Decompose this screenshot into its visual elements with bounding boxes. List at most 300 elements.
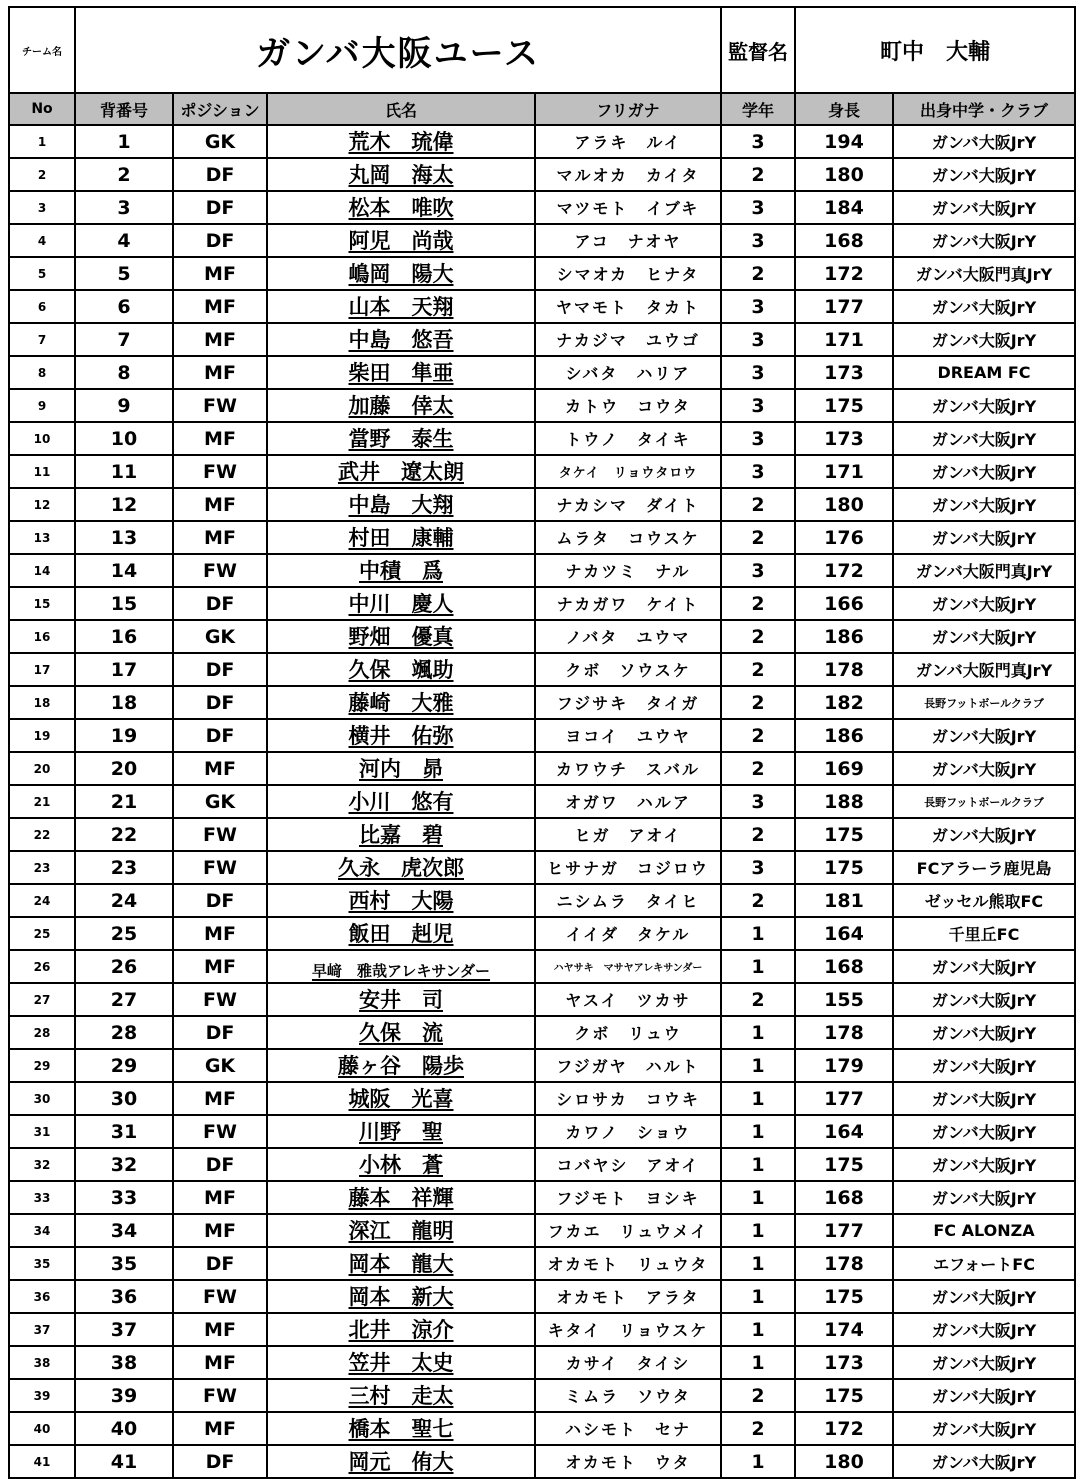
cell-number: 36 [75,1280,173,1313]
cell-no: 12 [9,488,75,521]
cell-kana: ナカガワ ケイト [535,587,721,620]
cell-number: 13 [75,521,173,554]
table-row [9,1379,1075,1412]
cell-kana: ムラタ コウスケ [535,521,721,554]
cell-height: 172 [795,554,893,587]
cell-grade: 1 [721,950,795,983]
cell-no: 25 [9,917,75,950]
table-row [9,1445,1075,1478]
cell-kana: カワウチ スバル [535,752,721,785]
cell-no: 24 [9,884,75,917]
cell-club: DREAM FC [893,356,1075,389]
cell-height: 180 [795,158,893,191]
cell-position: MF [173,752,267,785]
cell-club: ガンバ大阪JrY [893,818,1075,851]
col-header-number: 背番号 [75,93,173,125]
cell-club: ガンバ大阪JrY [893,125,1075,158]
cell-club: ガンバ大阪JrY [893,224,1075,257]
cell-position: MF [173,521,267,554]
cell-position: DF [173,224,267,257]
cell-grade: 1 [721,1115,795,1148]
cell-kana: シロサカ コウキ [535,1082,721,1115]
cell-name: 三村 走太 [267,1379,535,1412]
cell-position: GK [173,785,267,818]
cell-grade: 2 [721,587,795,620]
cell-height: 176 [795,521,893,554]
table-row [9,620,1075,653]
cell-no: 14 [9,554,75,587]
cell-name: 西村 大陽 [267,884,535,917]
table-row [9,587,1075,620]
cell-no: 3 [9,191,75,224]
cell-number: 14 [75,554,173,587]
table-row [9,488,1075,521]
cell-height: 186 [795,620,893,653]
table-row [9,521,1075,554]
cell-grade: 1 [721,1313,795,1346]
cell-position: DF [173,653,267,686]
cell-number: 20 [75,752,173,785]
cell-club: ガンバ大阪門真JrY [893,653,1075,686]
cell-number: 12 [75,488,173,521]
cell-name: 村田 康輔 [267,521,535,554]
cell-number: 16 [75,620,173,653]
cell-number: 9 [75,389,173,422]
cell-club: ガンバ大阪JrY [893,1148,1075,1181]
cell-number: 29 [75,1049,173,1082]
cell-kana: ヤスイ ツカサ [535,983,721,1016]
cell-club: ガンバ大阪JrY [893,290,1075,323]
cell-club: ガンバ大阪JrY [893,620,1075,653]
cell-club: 千里丘FC [893,917,1075,950]
table-row [9,1313,1075,1346]
table-row [9,950,1075,983]
cell-grade: 3 [721,191,795,224]
table-row [9,719,1075,752]
table-row [9,752,1075,785]
cell-club: ガンバ大阪JrY [893,983,1075,1016]
cell-position: DF [173,1445,267,1478]
cell-kana: ヤマモト タカト [535,290,721,323]
cell-position: MF [173,290,267,323]
cell-height: 175 [795,851,893,884]
cell-position: DF [173,1247,267,1280]
cell-grade: 3 [721,554,795,587]
table-row [9,323,1075,356]
cell-no: 30 [9,1082,75,1115]
cell-position: FW [173,1379,267,1412]
cell-grade: 3 [721,455,795,488]
cell-number: 40 [75,1412,173,1445]
table-row [9,884,1075,917]
cell-grade: 1 [721,1280,795,1313]
cell-position: GK [173,620,267,653]
cell-name: 横井 佑弥 [267,719,535,752]
cell-kana: ナカジマ ユウゴ [535,323,721,356]
cell-height: 168 [795,1181,893,1214]
cell-no: 31 [9,1115,75,1148]
cell-kana: マルオカ カイタ [535,158,721,191]
cell-height: 177 [795,290,893,323]
cell-number: 38 [75,1346,173,1379]
cell-name: 北井 涼介 [267,1313,535,1346]
cell-name: 柴田 隼亜 [267,356,535,389]
cell-number: 23 [75,851,173,884]
table-row [9,1346,1075,1379]
cell-position: MF [173,950,267,983]
cell-club: ガンバ大阪JrY [893,1181,1075,1214]
cell-no: 32 [9,1148,75,1181]
cell-club: ガンバ大阪JrY [893,422,1075,455]
cell-height: 171 [795,323,893,356]
cell-position: FW [173,1115,267,1148]
cell-height: 184 [795,191,893,224]
cell-kana: コバヤシ アオイ [535,1148,721,1181]
cell-club: 長野フットボールクラブ [893,785,1075,818]
cell-no: 21 [9,785,75,818]
table-row [9,1181,1075,1214]
cell-grade: 2 [721,1379,795,1412]
cell-club: ガンバ大阪JrY [893,1379,1075,1412]
table-row [9,686,1075,719]
cell-height: 178 [795,1016,893,1049]
cell-position: MF [173,917,267,950]
cell-no: 7 [9,323,75,356]
table-row [9,257,1075,290]
cell-kana: カワノ ショウ [535,1115,721,1148]
cell-name: 安井 司 [267,983,535,1016]
cell-club: ガンバ大阪JrY [893,1313,1075,1346]
cell-number: 6 [75,290,173,323]
cell-number: 27 [75,983,173,1016]
table-row [9,290,1075,323]
cell-position: MF [173,422,267,455]
cell-name: 深江 龍明 [267,1214,535,1247]
col-header-height: 身長 [795,93,893,125]
cell-name: 小林 蒼 [267,1148,535,1181]
table-row [9,1214,1075,1247]
cell-name: 藤本 祥輝 [267,1181,535,1214]
cell-name: 川野 聖 [267,1115,535,1148]
cell-name: 山本 天翔 [267,290,535,323]
cell-club: ガンバ大阪門真JrY [893,554,1075,587]
cell-grade: 3 [721,356,795,389]
cell-name: 中島 大翔 [267,488,535,521]
cell-no: 35 [9,1247,75,1280]
cell-position: MF [173,1214,267,1247]
cell-no: 40 [9,1412,75,1445]
cell-club: エフォートFC [893,1247,1075,1280]
cell-grade: 1 [721,1082,795,1115]
cell-club: ガンバ大阪JrY [893,1049,1075,1082]
cell-name: 飯田 赳児 [267,917,535,950]
cell-height: 175 [795,818,893,851]
cell-name: 松本 唯吹 [267,191,535,224]
cell-height: 169 [795,752,893,785]
cell-name: 河内 昴 [267,752,535,785]
cell-height: 172 [795,257,893,290]
cell-no: 19 [9,719,75,752]
cell-position: MF [173,1346,267,1379]
cell-number: 15 [75,587,173,620]
cell-no: 37 [9,1313,75,1346]
cell-position: DF [173,587,267,620]
cell-kana: クボ リュウ [535,1016,721,1049]
cell-kana: ハヤサキ マサヤアレキサンダー [535,950,721,983]
cell-number: 34 [75,1214,173,1247]
cell-height: 179 [795,1049,893,1082]
table-row [9,389,1075,422]
cell-height: 186 [795,719,893,752]
cell-grade: 3 [721,290,795,323]
cell-position: DF [173,1016,267,1049]
cell-kana: ヨコイ ユウヤ [535,719,721,752]
cell-height: 166 [795,587,893,620]
cell-position: DF [173,719,267,752]
cell-name: 比嘉 碧 [267,818,535,851]
table-row [9,191,1075,224]
cell-height: 168 [795,950,893,983]
cell-position: DF [173,884,267,917]
table-row [9,1247,1075,1280]
cell-no: 9 [9,389,75,422]
cell-number: 3 [75,191,173,224]
cell-kana: フジサキ タイガ [535,686,721,719]
col-header-kana: フリガナ [535,93,721,125]
cell-grade: 2 [721,620,795,653]
cell-no: 15 [9,587,75,620]
cell-no: 16 [9,620,75,653]
cell-height: 181 [795,884,893,917]
table-row [9,554,1075,587]
table-row [9,653,1075,686]
table-row [9,224,1075,257]
cell-club: ガンバ大阪JrY [893,191,1075,224]
cell-no: 18 [9,686,75,719]
cell-position: MF [173,257,267,290]
cell-position: MF [173,356,267,389]
cell-position: MF [173,323,267,356]
cell-position: MF [173,1181,267,1214]
cell-club: ゼッセル熊取FC [893,884,1075,917]
cell-kana: アラキ ルイ [535,125,721,158]
cell-no: 10 [9,422,75,455]
cell-name: 荒木 琉偉 [267,125,535,158]
cell-number: 28 [75,1016,173,1049]
cell-position: GK [173,125,267,158]
cell-no: 36 [9,1280,75,1313]
cell-position: FW [173,389,267,422]
cell-name: 加藤 倖太 [267,389,535,422]
cell-grade: 2 [721,257,795,290]
cell-kana: ミムラ ソウタ [535,1379,721,1412]
cell-position: MF [173,1412,267,1445]
coach-name: 町中 大輔 [795,7,1075,93]
cell-club: ガンバ大阪JrY [893,1412,1075,1445]
table-row [9,1049,1075,1082]
cell-height: 182 [795,686,893,719]
cell-height: 155 [795,983,893,1016]
col-header-club: 出身中学・クラブ [893,93,1075,125]
cell-no: 27 [9,983,75,1016]
cell-no: 6 [9,290,75,323]
cell-number: 10 [75,422,173,455]
table-row [9,455,1075,488]
cell-number: 22 [75,818,173,851]
cell-height: 178 [795,1247,893,1280]
table-row [9,1412,1075,1445]
cell-height: 175 [795,1280,893,1313]
cell-grade: 2 [721,521,795,554]
roster-sheet [8,6,1076,1479]
cell-number: 2 [75,158,173,191]
cell-name: 武井 遼太朗 [267,455,535,488]
roster-table [8,6,1076,1479]
cell-kana: フジモト ヨシキ [535,1181,721,1214]
cell-no: 33 [9,1181,75,1214]
cell-club: ガンバ大阪JrY [893,1082,1075,1115]
cell-number: 18 [75,686,173,719]
cell-no: 26 [9,950,75,983]
cell-height: 177 [795,1082,893,1115]
cell-number: 24 [75,884,173,917]
cell-kana: オガワ ハルア [535,785,721,818]
cell-position: DF [173,191,267,224]
cell-grade: 3 [721,323,795,356]
cell-grade: 1 [721,1214,795,1247]
cell-name: 笠井 太史 [267,1346,535,1379]
cell-name: 阿児 尚哉 [267,224,535,257]
cell-position: DF [173,686,267,719]
cell-no: 23 [9,851,75,884]
cell-kana: トウノ タイキ [535,422,721,455]
cell-name: 藤崎 大雅 [267,686,535,719]
cell-number: 25 [75,917,173,950]
cell-number: 5 [75,257,173,290]
cell-kana: ヒサナガ コジロウ [535,851,721,884]
cell-kana: シマオカ ヒナタ [535,257,721,290]
cell-number: 7 [75,323,173,356]
cell-number: 26 [75,950,173,983]
cell-grade: 2 [721,884,795,917]
cell-grade: 1 [721,1346,795,1379]
cell-kana: フジガヤ ハルト [535,1049,721,1082]
cell-no: 29 [9,1049,75,1082]
cell-grade: 3 [721,422,795,455]
cell-no: 38 [9,1346,75,1379]
cell-position: DF [173,158,267,191]
cell-kana: ナカツミ ナル [535,554,721,587]
cell-no: 22 [9,818,75,851]
cell-position: FW [173,1280,267,1313]
cell-club: ガンバ大阪門真JrY [893,257,1075,290]
cell-position: FW [173,455,267,488]
cell-no: 1 [9,125,75,158]
cell-name: 城阪 光喜 [267,1082,535,1115]
cell-height: 174 [795,1313,893,1346]
cell-grade: 1 [721,1247,795,1280]
cell-kana: オカモト リュウタ [535,1247,721,1280]
cell-grade: 1 [721,1445,795,1478]
cell-name: 小川 悠有 [267,785,535,818]
cell-club: ガンバ大阪JrY [893,1280,1075,1313]
cell-name: 中川 慶人 [267,587,535,620]
table-row [9,1148,1075,1181]
cell-club: FCアラーラ鹿児島 [893,851,1075,884]
cell-club: ガンバ大阪JrY [893,455,1075,488]
cell-kana: ナカシマ ダイト [535,488,721,521]
cell-club: ガンバ大阪JrY [893,1346,1075,1379]
cell-position: MF [173,488,267,521]
col-header-grade: 学年 [721,93,795,125]
coach-label: 監督名 [721,7,795,93]
cell-height: 173 [795,1346,893,1379]
cell-number: 8 [75,356,173,389]
cell-grade: 2 [721,719,795,752]
cell-position: MF [173,1082,267,1115]
cell-position: FW [173,983,267,1016]
cell-height: 180 [795,1445,893,1478]
cell-no: 28 [9,1016,75,1049]
table-row [9,785,1075,818]
cell-name: 岡元 侑大 [267,1445,535,1478]
col-header-position: ポジション [173,93,267,125]
table-row [9,1280,1075,1313]
cell-club: 長野フットボールクラブ [893,686,1075,719]
cell-name: 橋本 聖七 [267,1412,535,1445]
cell-no: 34 [9,1214,75,1247]
cell-grade: 1 [721,1016,795,1049]
table-row [9,422,1075,455]
cell-no: 11 [9,455,75,488]
cell-grade: 2 [721,983,795,1016]
table-row [9,917,1075,950]
cell-height: 168 [795,224,893,257]
cell-position: GK [173,1049,267,1082]
cell-number: 17 [75,653,173,686]
table-row [9,983,1075,1016]
cell-name: 野畑 優真 [267,620,535,653]
cell-height: 194 [795,125,893,158]
cell-no: 8 [9,356,75,389]
cell-grade: 2 [721,653,795,686]
cell-position: FW [173,818,267,851]
cell-club: ガンバ大阪JrY [893,1445,1075,1478]
cell-no: 39 [9,1379,75,1412]
cell-height: 177 [795,1214,893,1247]
col-header-no: No [9,93,75,125]
table-row [9,158,1075,191]
cell-height: 175 [795,1379,893,1412]
cell-kana: オカモト アラタ [535,1280,721,1313]
cell-grade: 2 [721,1412,795,1445]
cell-club: ガンバ大阪JrY [893,1016,1075,1049]
cell-kana: ヒガ アオイ [535,818,721,851]
cell-name: 嶋岡 陽大 [267,257,535,290]
cell-no: 5 [9,257,75,290]
table-row [9,1115,1075,1148]
cell-name: 中積 爲 [267,554,535,587]
cell-height: 188 [795,785,893,818]
cell-grade: 3 [721,851,795,884]
cell-grade: 2 [721,818,795,851]
table-row [9,356,1075,389]
cell-number: 32 [75,1148,173,1181]
cell-position: MF [173,1313,267,1346]
cell-kana: ニシムラ タイヒ [535,884,721,917]
cell-kana: オカモト ウタ [535,1445,721,1478]
cell-position: DF [173,1148,267,1181]
